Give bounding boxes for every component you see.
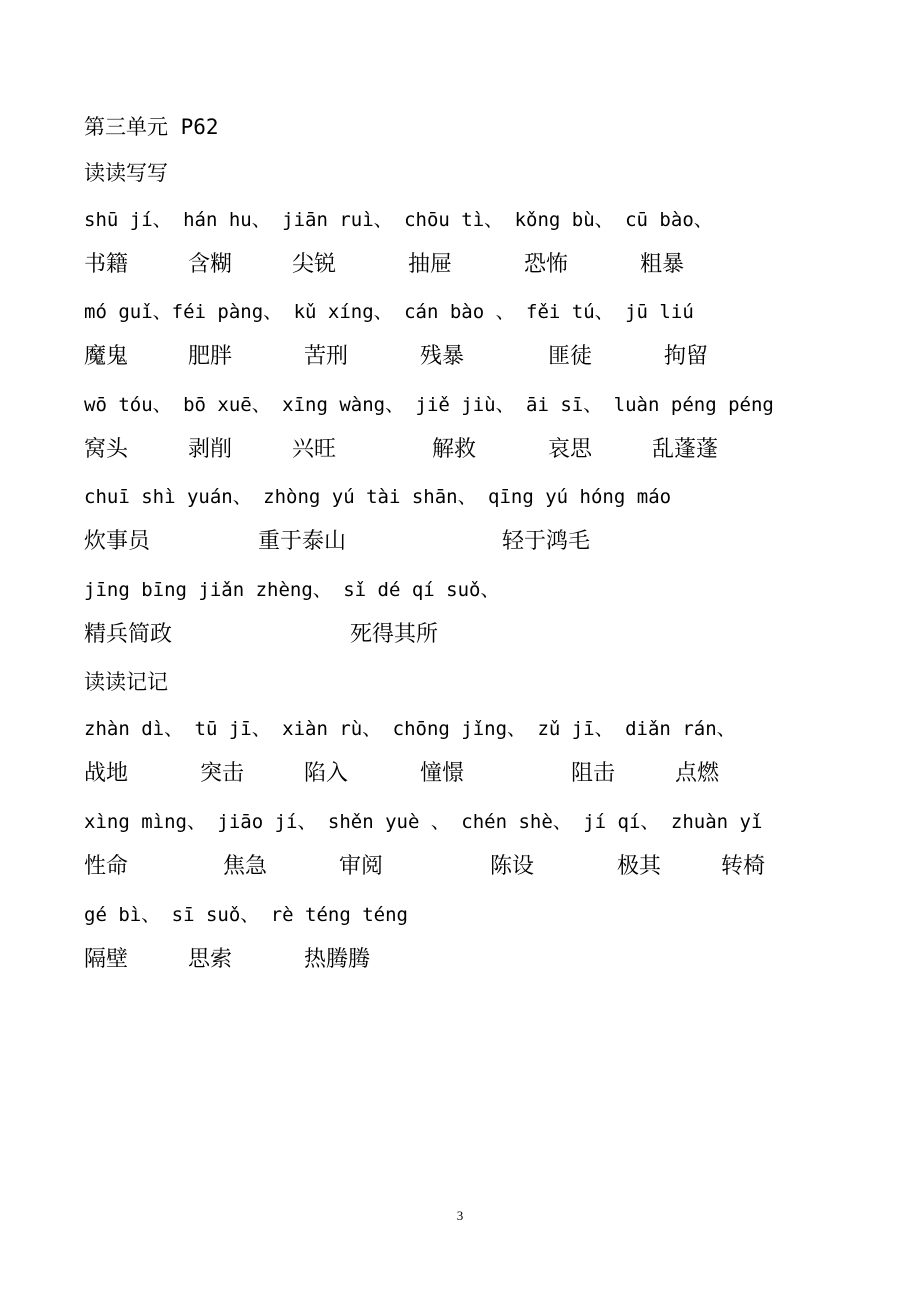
pinyin-line: wō tóu、 bō xuē、 xīng wàng、 jiě jiù、 āi sī、 luàn péng péng xyxy=(84,394,774,416)
word: 剥削 xyxy=(188,437,233,462)
word: 死得其所 xyxy=(350,622,439,647)
word: 焦急 xyxy=(223,854,268,879)
word: 陷入 xyxy=(304,761,349,786)
word: 陈设 xyxy=(490,854,535,879)
word: 哀思 xyxy=(548,437,593,462)
unit-title: 第三单元 P62 xyxy=(84,115,219,139)
pinyin-line: gé bì、 sī suǒ、 rè téng téng xyxy=(84,904,408,926)
word: 极其 xyxy=(617,854,662,879)
word: 战地 xyxy=(84,761,129,786)
word: 阻击 xyxy=(571,761,616,786)
word: 精兵简政 xyxy=(84,622,173,647)
pinyin-line: mó guǐ、féi pàng、 kǔ xíng、 cán bào 、 fěi tú、 jū liú xyxy=(84,301,694,323)
word: 苦刑 xyxy=(304,344,349,369)
word: 抽屉 xyxy=(408,252,453,277)
word: 炊事员 xyxy=(84,529,151,554)
word: 性命 xyxy=(84,854,129,879)
word: 重于泰山 xyxy=(258,529,347,554)
pinyin-line: zhàn dì、 tū jī、 xiàn rù、 chōng jǐng、 zǔ jī、 diǎn rán、 xyxy=(84,718,736,740)
word: 尖锐 xyxy=(292,252,337,277)
word: 拘留 xyxy=(664,344,709,369)
word: 转椅 xyxy=(721,854,766,879)
page-number: 3 xyxy=(456,1208,464,1223)
word: 解救 xyxy=(432,437,477,462)
pinyin-line: jīng bīng jiǎn zhèng、 sǐ dé qí suǒ、 xyxy=(84,579,500,601)
word: 肥胖 xyxy=(188,344,233,369)
word: 热腾腾 xyxy=(304,947,371,972)
word: 点燃 xyxy=(675,761,720,786)
word: 窝头 xyxy=(84,437,129,462)
word: 轻于鸿毛 xyxy=(502,529,591,554)
section-heading-read-remember: 读读记记 xyxy=(84,670,168,694)
word: 书籍 xyxy=(84,252,129,277)
pinyin-line: chuī shì yuán、 zhòng yú tài shān、 qīng yú hóng máo xyxy=(84,486,672,508)
word: 粗暴 xyxy=(640,252,685,277)
word: 匪徒 xyxy=(548,344,593,369)
section-heading-read-write: 读读写写 xyxy=(84,161,168,185)
word: 含糊 xyxy=(188,252,233,277)
word: 隔壁 xyxy=(84,947,129,972)
word: 兴旺 xyxy=(292,437,337,462)
word: 残暴 xyxy=(420,344,465,369)
word: 思索 xyxy=(188,947,233,972)
word: 憧憬 xyxy=(420,761,465,786)
word: 恐怖 xyxy=(524,252,569,277)
word: 审阅 xyxy=(339,854,384,879)
word: 魔鬼 xyxy=(84,344,129,369)
pinyin-line: xìng mìng、 jiāo jí、 shěn yuè 、 chén shè、 jí qí、 zhuàn yǐ xyxy=(84,811,763,833)
word: 突击 xyxy=(200,761,245,786)
pinyin-line: shū jí、 hán hu、 jiān ruì、 chōu tì、 kǒng bù、 cū bào、 xyxy=(84,209,713,231)
word: 乱蓬蓬 xyxy=(652,437,719,462)
